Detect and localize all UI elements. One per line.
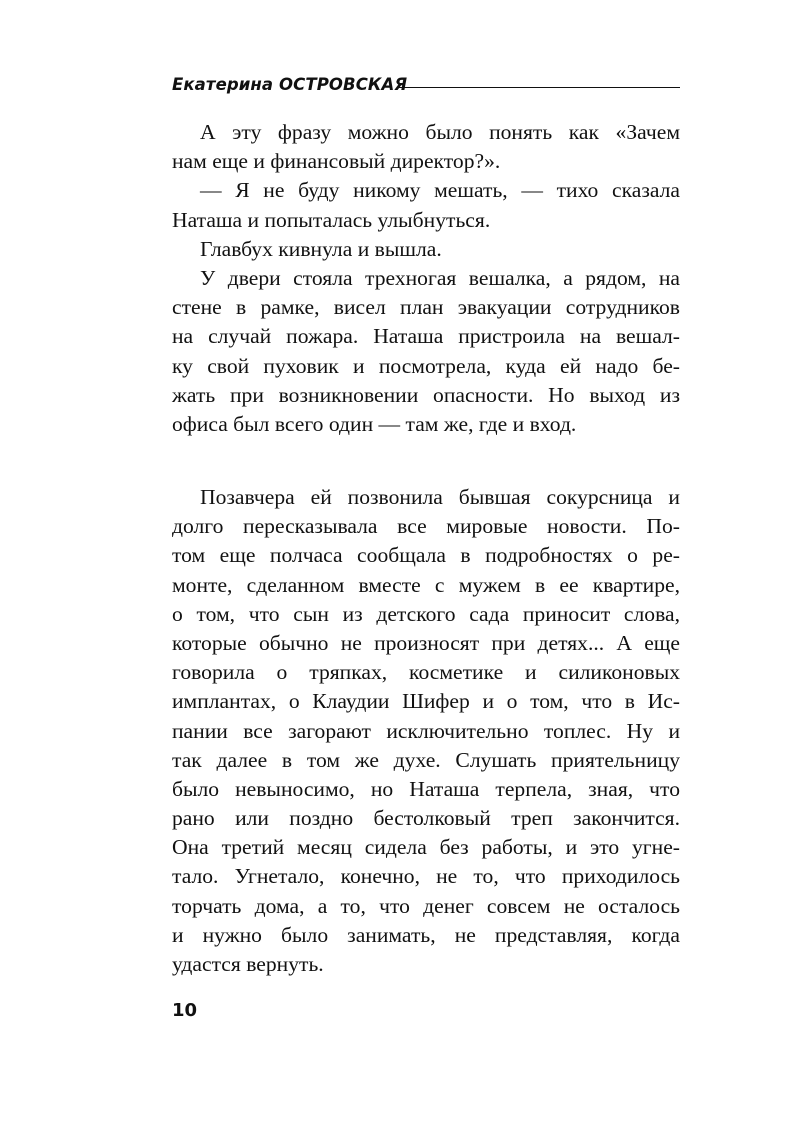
text-line: удастся вернуть.	[172, 952, 324, 976]
text-line: тало. Угнетало, конечно, не то, что приходилось	[172, 864, 680, 889]
text-line: долго пересказывала все мировые новости. По-	[172, 514, 680, 539]
text-line: Главбух кивнула и вышла.	[200, 236, 442, 261]
text-line: имплантах, о Клаудии Шифер и о том, что в Ис-	[172, 689, 680, 714]
text-line: которые обычно не произносят при детях... А еще	[172, 630, 680, 655]
text-line: жать при возникновении опасности. Но выход из	[172, 382, 680, 407]
text-line: А эту фразу можно было понять как «Зачем	[200, 120, 680, 144]
text-line: Она третий месяц сидела без работы, и это угне-	[172, 835, 680, 860]
text-line: офиса был всего один — там же, где и вход.	[172, 411, 577, 436]
text-line: так далее в том же духе. Слушать приятельницу	[172, 747, 680, 772]
text-line: У двери стояла трехногая вешалка, а рядом, на	[200, 265, 680, 290]
text-line: ку свой пуховик и посмотрела, куда ей надо бе-	[172, 353, 680, 378]
text-line: рано или поздно бестолковый треп закончится.	[172, 806, 680, 831]
header-rule	[398, 87, 680, 88]
text-line: Наташа и попыталась улыбнуться.	[172, 207, 491, 232]
text-line: стене в рамке, висел план эвакуации сотрудников	[172, 295, 680, 320]
text-line: говорила о тряпках, косметике и силиконовых	[172, 660, 680, 685]
text-line: о том, что сын из детского сада приносит слова,	[172, 601, 680, 626]
text-line: том еще полчаса сообщала в подробностях о ре-	[172, 543, 680, 568]
text-block-2	[172, 483, 680, 979]
text-line: монте, сделанном вместе с мужем в ее квартире,	[172, 572, 680, 597]
text-line: торчать дома, а то, что денег совсем не осталось	[172, 893, 680, 918]
text-line: нам еще и финансовый директор?».	[172, 149, 501, 174]
text-line: и нужно было занимать, не представляя, когда	[172, 922, 680, 947]
text-line: было невыносимо, но Наташа терпела, зная, что	[172, 776, 680, 801]
text-line: пании все загорают исключительно топлес. Ну и	[172, 718, 680, 743]
running-header	[172, 74, 680, 100]
text-line: на случай пожара. Наташа пристроила на вешал-	[172, 324, 680, 349]
author-name: Екатерина ОСТРОВСКАЯ	[172, 75, 408, 94]
page-number: 10	[172, 1000, 198, 1021]
text-block-1	[172, 118, 680, 439]
text-line: Позавчера ей позвонила бывшая сокурсница и	[200, 485, 680, 509]
text-line: — Я не буду никому мешать, — тихо сказала	[200, 178, 680, 203]
